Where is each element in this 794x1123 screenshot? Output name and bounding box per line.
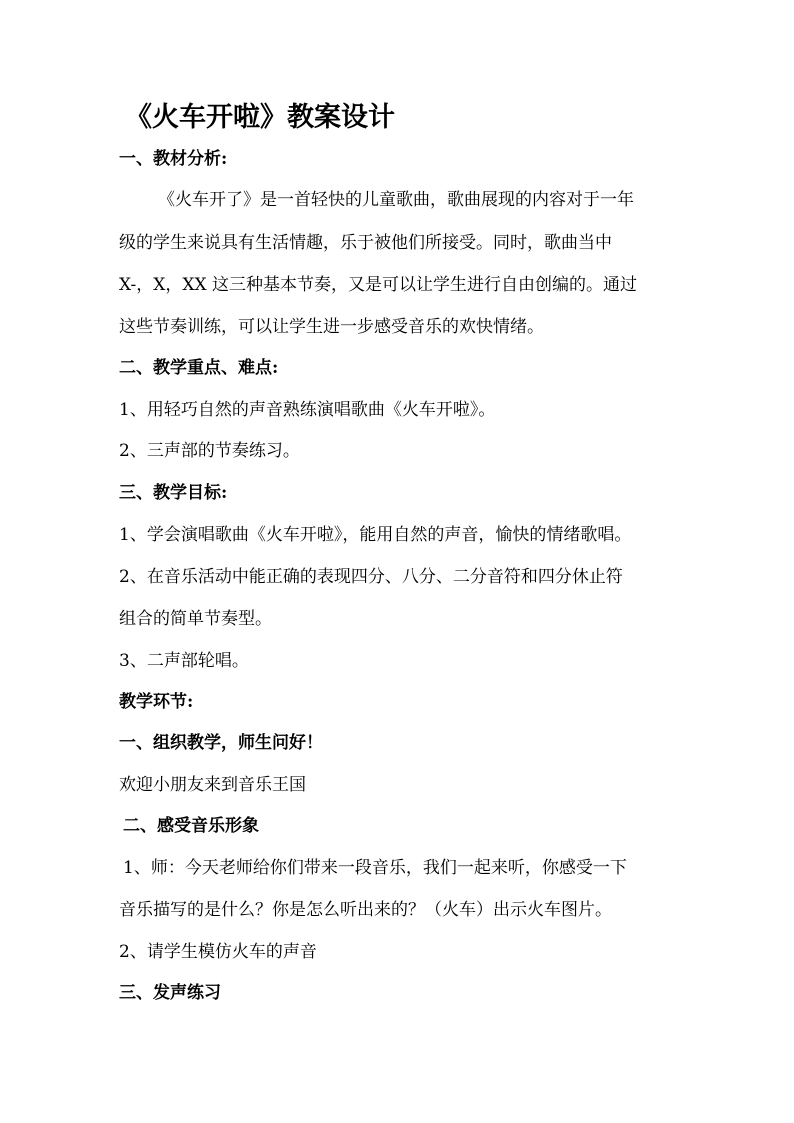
section-heading-materials: 一、教材分析:	[119, 149, 228, 169]
list-item: 1、用轻巧自然的声音熟练演唱歌曲《火车开啦》。	[119, 400, 496, 420]
step-heading: 一、组织教学，师生问好！	[119, 733, 323, 753]
list-item-continuation: 组合的简单节奏型。	[119, 609, 272, 629]
document-title: 《火车开啦》教案设计	[125, 102, 395, 133]
list-item: 2、三声部的节奏练习。	[119, 441, 300, 461]
list-item: 2、在音乐活动中能正确的表现四分、八分、二分音符和四分休止符	[119, 567, 623, 587]
step-text: 2、请学生模仿火车的声音	[119, 942, 317, 962]
step-text: 欢迎小朋友来到音乐王国	[119, 775, 306, 795]
list-item: 3、二声部轮唱。	[119, 651, 249, 671]
step-heading: 三、发声练习	[119, 983, 221, 1003]
step-text: 1、师：今天老师给你们带来一段音乐，我们一起来听，你感受一下	[123, 858, 627, 878]
section-heading-key-points: 二、教学重点、难点:	[119, 358, 279, 378]
paragraph-line: 《火车开了》是一首轻快的儿童歌曲，歌曲展现的内容对于一年	[158, 190, 634, 210]
list-item: 1、学会演唱歌曲《火车开啦》，能用自然的声音，愉快的情绪歌唱。	[119, 525, 632, 545]
paragraph-line: X-，X，XX 这三种基本节奏，又是可以让学生进行自由创编的。通过	[119, 275, 637, 295]
step-heading: 二、感受音乐形象	[123, 816, 259, 836]
step-text-continuation: 音乐描写的是什么？你是怎么听出来的？（火车）出示火车图片。	[119, 900, 612, 920]
section-heading-steps: 教学环节:	[119, 692, 194, 712]
paragraph-line: 级的学生来说具有生活情趣，乐于被他们所接受。同时，歌曲当中	[119, 233, 612, 253]
paragraph-line: 这些节奏训练，可以让学生进一步感受音乐的欢快情绪。	[119, 317, 544, 337]
section-heading-objectives: 三、教学目标:	[119, 483, 228, 503]
